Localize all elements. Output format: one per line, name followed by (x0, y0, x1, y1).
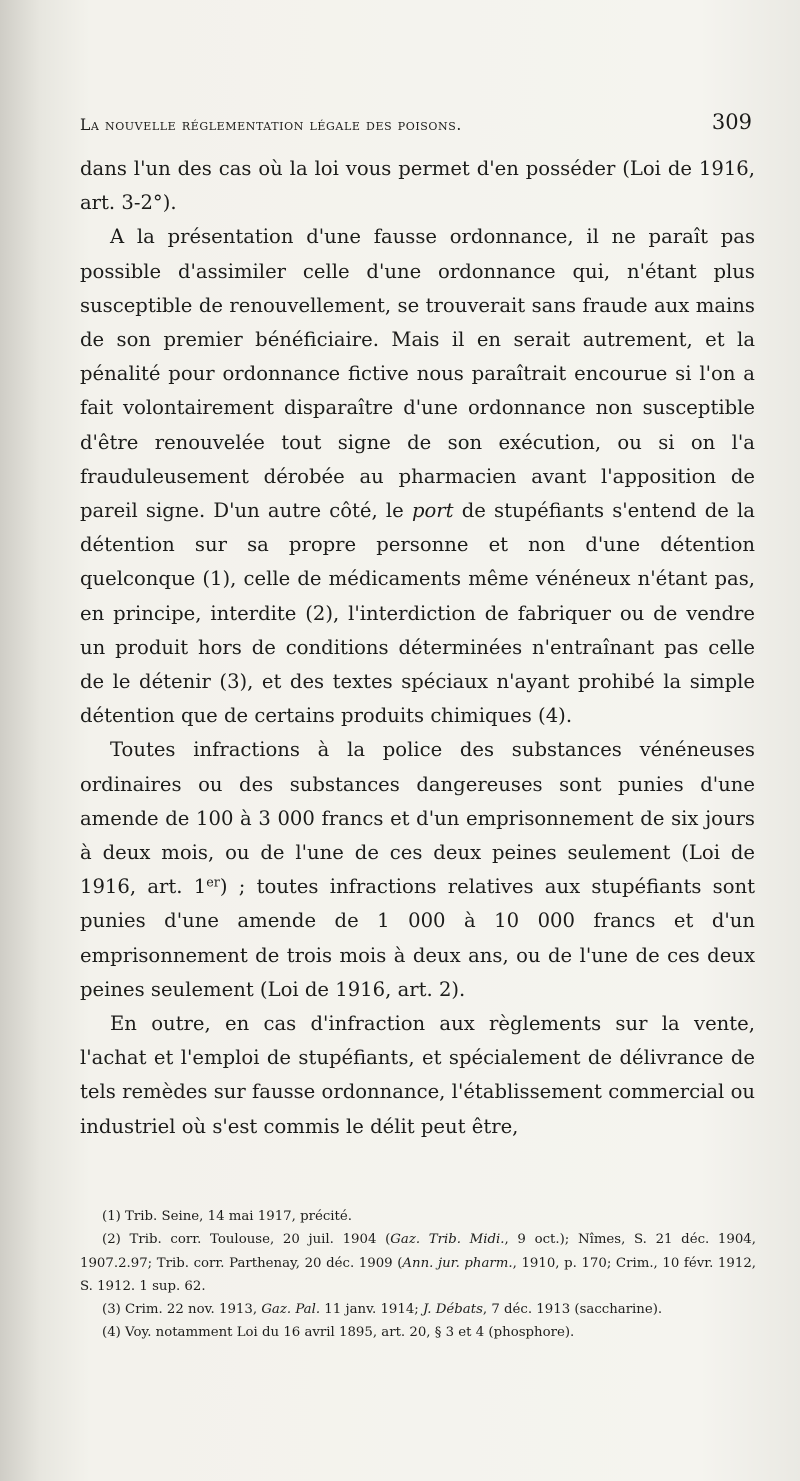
footnote-text: (2) Trib. corr. Toulouse, 20 juil. 1904 ( (102, 1232, 391, 1248)
paragraph-text: En outre, en cas d'infraction aux règlements sur la vente, l'achat et l'emploi de stupéfiants, et spécialement de délivrance de tels remèdes sur fausse ordonnance, l'établissement commercial ou industriel où s'est commis le délit peut être, (80, 1012, 755, 1138)
footnote-text: , 1910, p. 170; Crim., 10 févr. 1912, S. 1912. 1 sup. 62. (80, 1255, 757, 1294)
running-head (80, 110, 752, 144)
footnote (80, 1205, 756, 1228)
footnote-text: , 7 déc. 1913 (saccharine). (482, 1302, 663, 1318)
footnote-text: , 9 oct.); Nîmes, S. 21 déc. 1904, 1907.2.97; Trib. corr. Parthenay, 20 déc. 1909 ( (80, 1232, 756, 1271)
paragraph-text: dans l'un des cas où la loi vous permet d'en posséder (Loi de 1916, art. 3-2°). (80, 157, 755, 215)
paragraph-text: A la présentation d'une fausse ordonnance, il ne paraît pas possible d'assimiler celle d'une ordonnance qui, n'étant plus susceptible de renouvellement, se trouverait sans fraude aux mains de son premier bénéficiaire. Mais il en serait autrement, et la pénalité pour ordonnance fictive nous paraîtrait encourue si l'on a fait volontairement disparaître d'une ordonnance non susceptible d'être renouvelée tout signe de son exécution, ou si on l'a frauduleusement dérobée au pharmacien avant l'apposition de pareil signe. D'un autre côté, le (80, 225, 755, 523)
footnote (80, 1298, 756, 1321)
footnote (80, 1321, 756, 1344)
superscript: er (206, 875, 220, 891)
footnote-text: (4) Voy. notamment Loi du 16 avril 1895, art. 20, § 3 et 4 (phosphore). (102, 1325, 575, 1341)
footnote-italic: Ann. jur. pharm. (402, 1255, 513, 1271)
footnote-text: (3) Crim. 22 nov. 1913, (102, 1302, 262, 1318)
paragraph (80, 733, 755, 1007)
paragraph-text: ) ; toutes infractions relatives aux stupéfiants sont punies d'une amende de 1 000 à 10 000 francs et d'un emprisonnement de trois mois à deux ans, ou de l'une de ces deux peines seulement (Loi de 1916, art. 2). (80, 875, 755, 1001)
paragraph (80, 220, 755, 733)
footnote-italic: Gaz. Pal. (261, 1302, 321, 1318)
italic-term: port (411, 499, 454, 523)
paragraph-text: Toutes infractions à la police des substances vénéneuses ordinaires ou des substances dangereuses sont punies d'une amende de 100 à 3 000 francs et d'un emprisonnement de six jours à deux mois, ou de l'une de ces deux peines seulement (Loi de 1916, art. 1 (80, 738, 755, 899)
page-number: 309 (711, 110, 752, 134)
footnote-text: 11 janv. 1914; (320, 1302, 423, 1318)
main-text (80, 152, 755, 1144)
footnote-italic: J. Débats (423, 1302, 483, 1318)
footnotes (80, 1205, 756, 1345)
footnote-italic: Gaz. Trib. Midi. (390, 1232, 505, 1248)
paragraph-text: de stupéfiants s'entend de la détention sur sa propre personne et non d'une détention quelconque (1), celle de médicaments même vénéneux n'étant pas, en principe, interdite (2), l'interdiction de fabriquer ou de vendre un produit hors de conditions déterminées n'entraînant pas celle de le détenir (3), et des textes spéciaux n'ayant prohibé la simple détention que de certains produits chimiques (4). (80, 499, 755, 728)
footnote (80, 1228, 756, 1298)
footnote-text: (1) Trib. Seine, 14 mai 1917, précité. (102, 1209, 352, 1224)
paragraph (80, 1007, 755, 1144)
paragraph (80, 152, 755, 220)
running-title: La nouvelle réglementation légale des poisons. (80, 116, 462, 134)
